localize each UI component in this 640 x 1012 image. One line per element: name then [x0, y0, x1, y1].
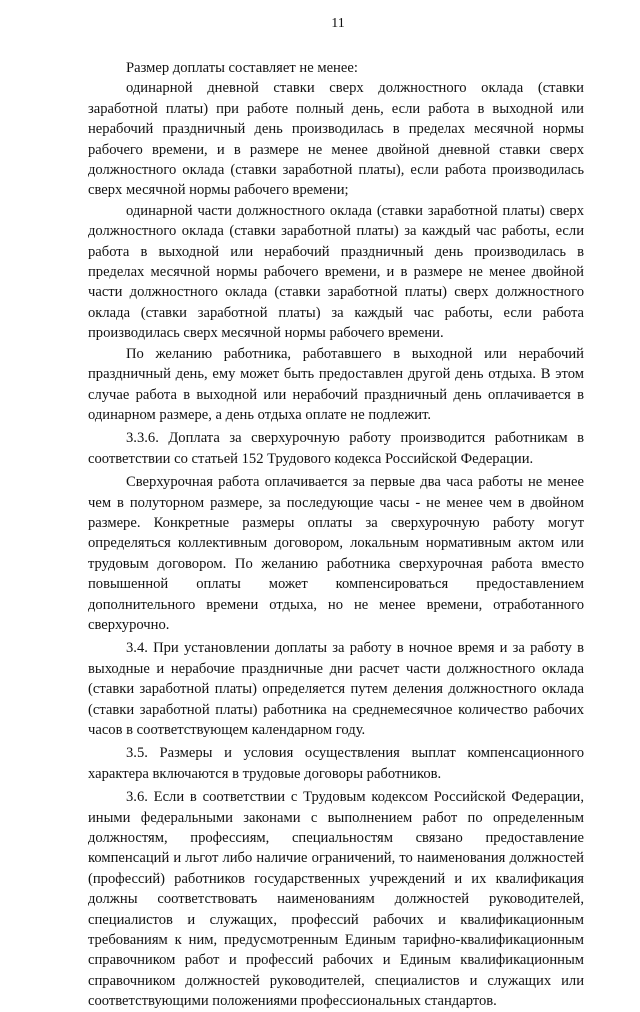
- paragraph-3-4: 3.4. При установлении доплаты за работу в ночное время и за работу в выходные и нерабочие праздничные дни расчет части должностного оклада (ставки заработной платы) определяется путем деления должностного оклада (ставки заработной платы) работника на среднемесячное количество рабочих часов в соответствующем календарном году.: [88, 640, 584, 738]
- paragraph-3-5: 3.5. Размеры и условия осуществления выплат компенсационного характера включаются в трудовые договоры работников.: [88, 745, 584, 782]
- paragraph-3-6: 3.6. Если в соответствии с Трудовым кодексом Российской Федерации, иными федеральными законами с выполнением работ по определенным должностям, профессиям, специальностям связано предоставление компенсаций и льгот либо наличие ограничений, то наименования должностей (профессий) работников государственных учреждений и их квалификация должны соответствовать наименованиям должностей руководителей, специалистов и служащих, профессий рабочих и квалификационным требованиям к ним, предусмотренным Единым тарифно-квалификационным справочником работ и профессий рабочих и Единым квалификационным справочником должностей руководителей, специалистов и служащих или соответствующими положениями профессиональных стандартов.: [88, 789, 584, 1010]
- paragraph-hourly-rate: одинарной части должностного оклада (ставки заработной платы) сверх должностного оклада (ставки заработной платы) за каждый час работы, если работа в выходной или нерабочий праздничный день производилась в пределах месячной нормы рабочего времени, и в размере не менее двойной части должностного оклада (ставки заработной платы) сверх должностного оклада (ставки заработной платы) за каждый час работы, если работа производилась сверх месячной нормы рабочего времени.: [88, 202, 584, 342]
- page-number: 11: [331, 16, 345, 31]
- paragraph-day-off-option: По желанию работника, работавшего в выходной или нерабочий праздничный день, ему может быть предоставлен другой день отдыха. В этом случае работа в выходной или нерабочий праздничный день оплачивается в одинарном размере, а день отдыха оплате не подлежит.: [88, 345, 584, 423]
- paragraph-payment-size-intro: Размер доплаты составляет не менее:: [126, 60, 358, 76]
- paragraph-3-3-6: 3.3.6. Доплата за сверхурочную работу производится работникам в соответствии со статьей 152 Трудового кодекса Российской Федерации.: [88, 430, 584, 467]
- paragraph-daily-rate: одинарной дневной ставки сверх должностного оклада (ставки заработной платы) при работе полный день, если работа в выходной или нерабочий праздничный день производилась в пределах месячной нормы рабочего времени, и в размере не менее двойной дневной ставки сверх должностного оклада (ставки заработной платы), если работа производилась сверх месячной нормы рабочего времени;: [88, 80, 584, 199]
- paragraph-overtime-rates: Сверхурочная работа оплачивается за первые два часа работы не менее чем в полуторном размере, за последующие часы - не менее чем в двойном размере. Конкретные размеры оплаты за сверхурочную работу могут определяться коллективным договором, локальным нормативным актом или трудовым договором. По желанию работника сверхурочная работа вместо повышенной оплаты может компенсироваться предоставлением дополнительного времени отдыха, но не менее времени, отработанного сверхурочно.: [88, 474, 584, 633]
